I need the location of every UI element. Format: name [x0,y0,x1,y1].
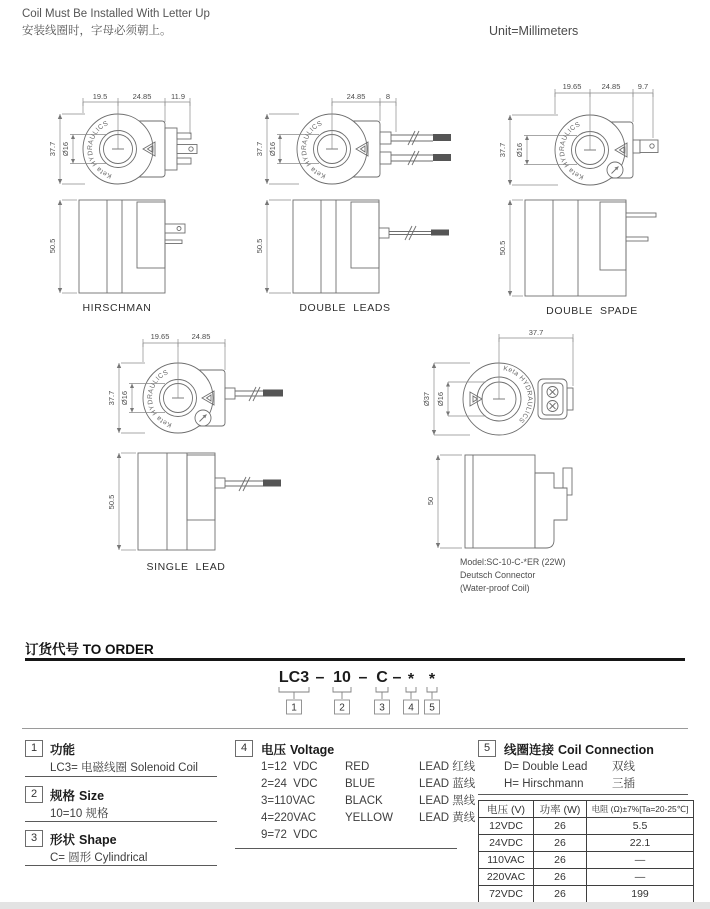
detail-circle [607,162,623,178]
model-line-2: Deutsch Connector [460,570,536,580]
code-box-1: 1 [291,702,297,714]
brand-ring-text: Keta HYDRAULICS [146,369,173,429]
item-1-underline [25,776,217,777]
single-lead-drawing [105,332,310,584]
front-view [83,114,197,184]
install-note [22,6,210,40]
side-view [465,455,572,548]
table-row: 220VAC 26 — [479,869,694,886]
front-view [143,363,283,433]
connection-row: D= Double Lead 双线 [504,761,635,773]
dim-50-5: 50.5 [498,240,507,256]
dim-37-7: 37.7 [48,141,57,157]
side-view [525,200,656,296]
item-2-underline [25,821,217,822]
item-5-title: 线圈连接 Coil Connection [504,743,654,757]
connection-list [504,759,694,793]
dim-37-7: 37.7 [498,142,507,158]
side-view [138,453,281,550]
section-divider [22,728,688,729]
item-5-underline [478,794,688,795]
drawing-label-single-lead: SINGLE LEAD [146,561,226,573]
lead-wire [225,387,283,401]
dim-bore: Ø16 [515,142,524,158]
heading-rule [25,658,685,661]
dim-50: 50 [426,496,435,506]
dim-50-5: 50.5 [48,238,57,254]
dim-bore: Ø16 [268,141,277,157]
voltage-list [261,759,476,844]
code-box-3: 3 [379,702,385,714]
dim-19-65: 19.65 [562,82,582,91]
code-brackets [279,687,437,699]
front-view [555,115,658,185]
item-3-number: 3 [25,830,43,847]
code-box-5: 5 [429,702,435,714]
order-heading-zh: 订货代号 [25,642,79,657]
item-2-title: 规格 Size [50,789,105,803]
dim-37-7: 37.7 [255,141,264,157]
lead-wires [391,131,451,165]
item-4-number: 4 [235,740,253,757]
double-spade-drawing [498,80,708,320]
table-header-row [479,801,694,818]
drawing-label-double-spade: DOUBLE SPADE [546,305,638,317]
code-part-c: C [376,669,388,686]
install-note-zh: 安装线圈时，字母必须朝上。 [22,25,172,37]
brand-ring-text: Keta HYDRAULICS [558,121,585,181]
item-4-title: 电压 Voltage [261,743,335,757]
dim-19-65: 19.65 [150,332,170,341]
dim-8: 8 [385,92,391,101]
col-resistance: 电阻 (Ω)±7%[Ta=20-25℃] [587,801,694,818]
item-3-title: 形状 Shape [50,833,117,847]
side-view [79,200,185,293]
voltage-row: 9=72 VDC [261,829,318,841]
code-star-2: * [428,671,436,688]
table-row: 24VDC 26 22.1 [479,835,694,852]
drawing-label-double-leads: DOUBLE LEADS [299,302,391,314]
dim-24-85: 24.85 [191,332,211,341]
unit-label: Unit=Millimeters [489,24,579,38]
dim-24-85: 24.85 [132,92,152,101]
code-part-lc3: LC3 [278,669,310,686]
voltage-row: 2=24 VDC BLUE LEAD 蓝线 [261,778,476,790]
dim-24-85: 24.85 [346,92,366,101]
table-row: 12VDC 26 5.5 [479,818,694,835]
brand-ring-text: Keta HYDRAULICS [300,120,327,180]
voltage-row: 4=220VAC YELLOW LEAD 黄线 [261,812,476,824]
voltage-row: 1=12 VDC RED LEAD 红线 [261,761,476,773]
front-view [297,114,451,184]
brand-ring-text: Keta HYDRAULICS [502,365,534,425]
item-3-underline [25,865,217,866]
detail-circle [195,410,211,426]
item-2-line: 10=10 规格 [50,808,109,820]
item-2-number: 2 [25,786,43,803]
bottom-bar [0,902,710,909]
dim-outer: Ø37 [422,391,431,407]
code-dash-1: – [315,669,325,686]
dim-37-7: 37.7 [107,390,116,406]
code-dash-3: – [392,669,402,686]
dim-50-5: 50.5 [107,494,116,510]
dim-9-7: 9.7 [637,82,649,91]
install-note-en: Coil Must Be Installed With Letter Up [22,8,210,20]
order-heading-en: TO ORDER [82,642,154,657]
table-row: 110VAC 26 — [479,852,694,869]
model-line-1: Model:SC-10-C-*ER (22W) [460,557,566,567]
item-5-number: 5 [478,740,496,757]
code-dash-2: – [358,669,368,686]
item-3-line: C= 圆形 Cylindrical [50,852,148,864]
dim-24-85: 24.85 [601,82,621,91]
dim-19-5: 19.5 [92,92,108,101]
drawing-label-hirschman: HIRSCHMAN [82,302,152,314]
dim-11-9: 11.9 [170,92,186,101]
dim-bore: Ø16 [61,141,70,157]
col-power: 功率 (W) [534,801,587,818]
connection-row: H= Hirschmann 三插 [504,778,635,790]
dim-bore: Ø16 [120,390,129,406]
code-part-10: 10 [333,669,351,686]
front-view [463,363,573,435]
code-star-1: * [407,671,415,688]
order-heading [25,638,154,658]
brand-ring-text: Keta HYDRAULICS [86,120,113,180]
voltage-row: 3=110VAC BLACK LEAD 黑线 [261,795,476,807]
dim-50-5: 50.5 [255,238,264,254]
double-leads-drawing [255,88,455,320]
table-row: 72VDC 26 199 [479,886,694,903]
code-box-2: 2 [339,702,345,714]
item-1-title: 功能 [50,743,76,757]
col-voltage: 电压 (V) [479,801,534,818]
dim-37-7: 37.7 [528,328,544,337]
item-1-number: 1 [25,740,43,757]
deutsch-connector [538,379,573,419]
resistance-table [478,800,694,903]
dim-bore: Ø16 [436,391,445,407]
deutsch-drawing [420,328,690,596]
side-view [293,200,449,293]
item-4-underline [235,848,457,849]
code-box-4: 4 [408,702,414,714]
item-1-line: LC3= 电磁线圈 Solenoid Coil [50,762,198,774]
hirschman-drawing [50,88,200,320]
model-line-3: (Water-proof Coil) [460,583,530,593]
